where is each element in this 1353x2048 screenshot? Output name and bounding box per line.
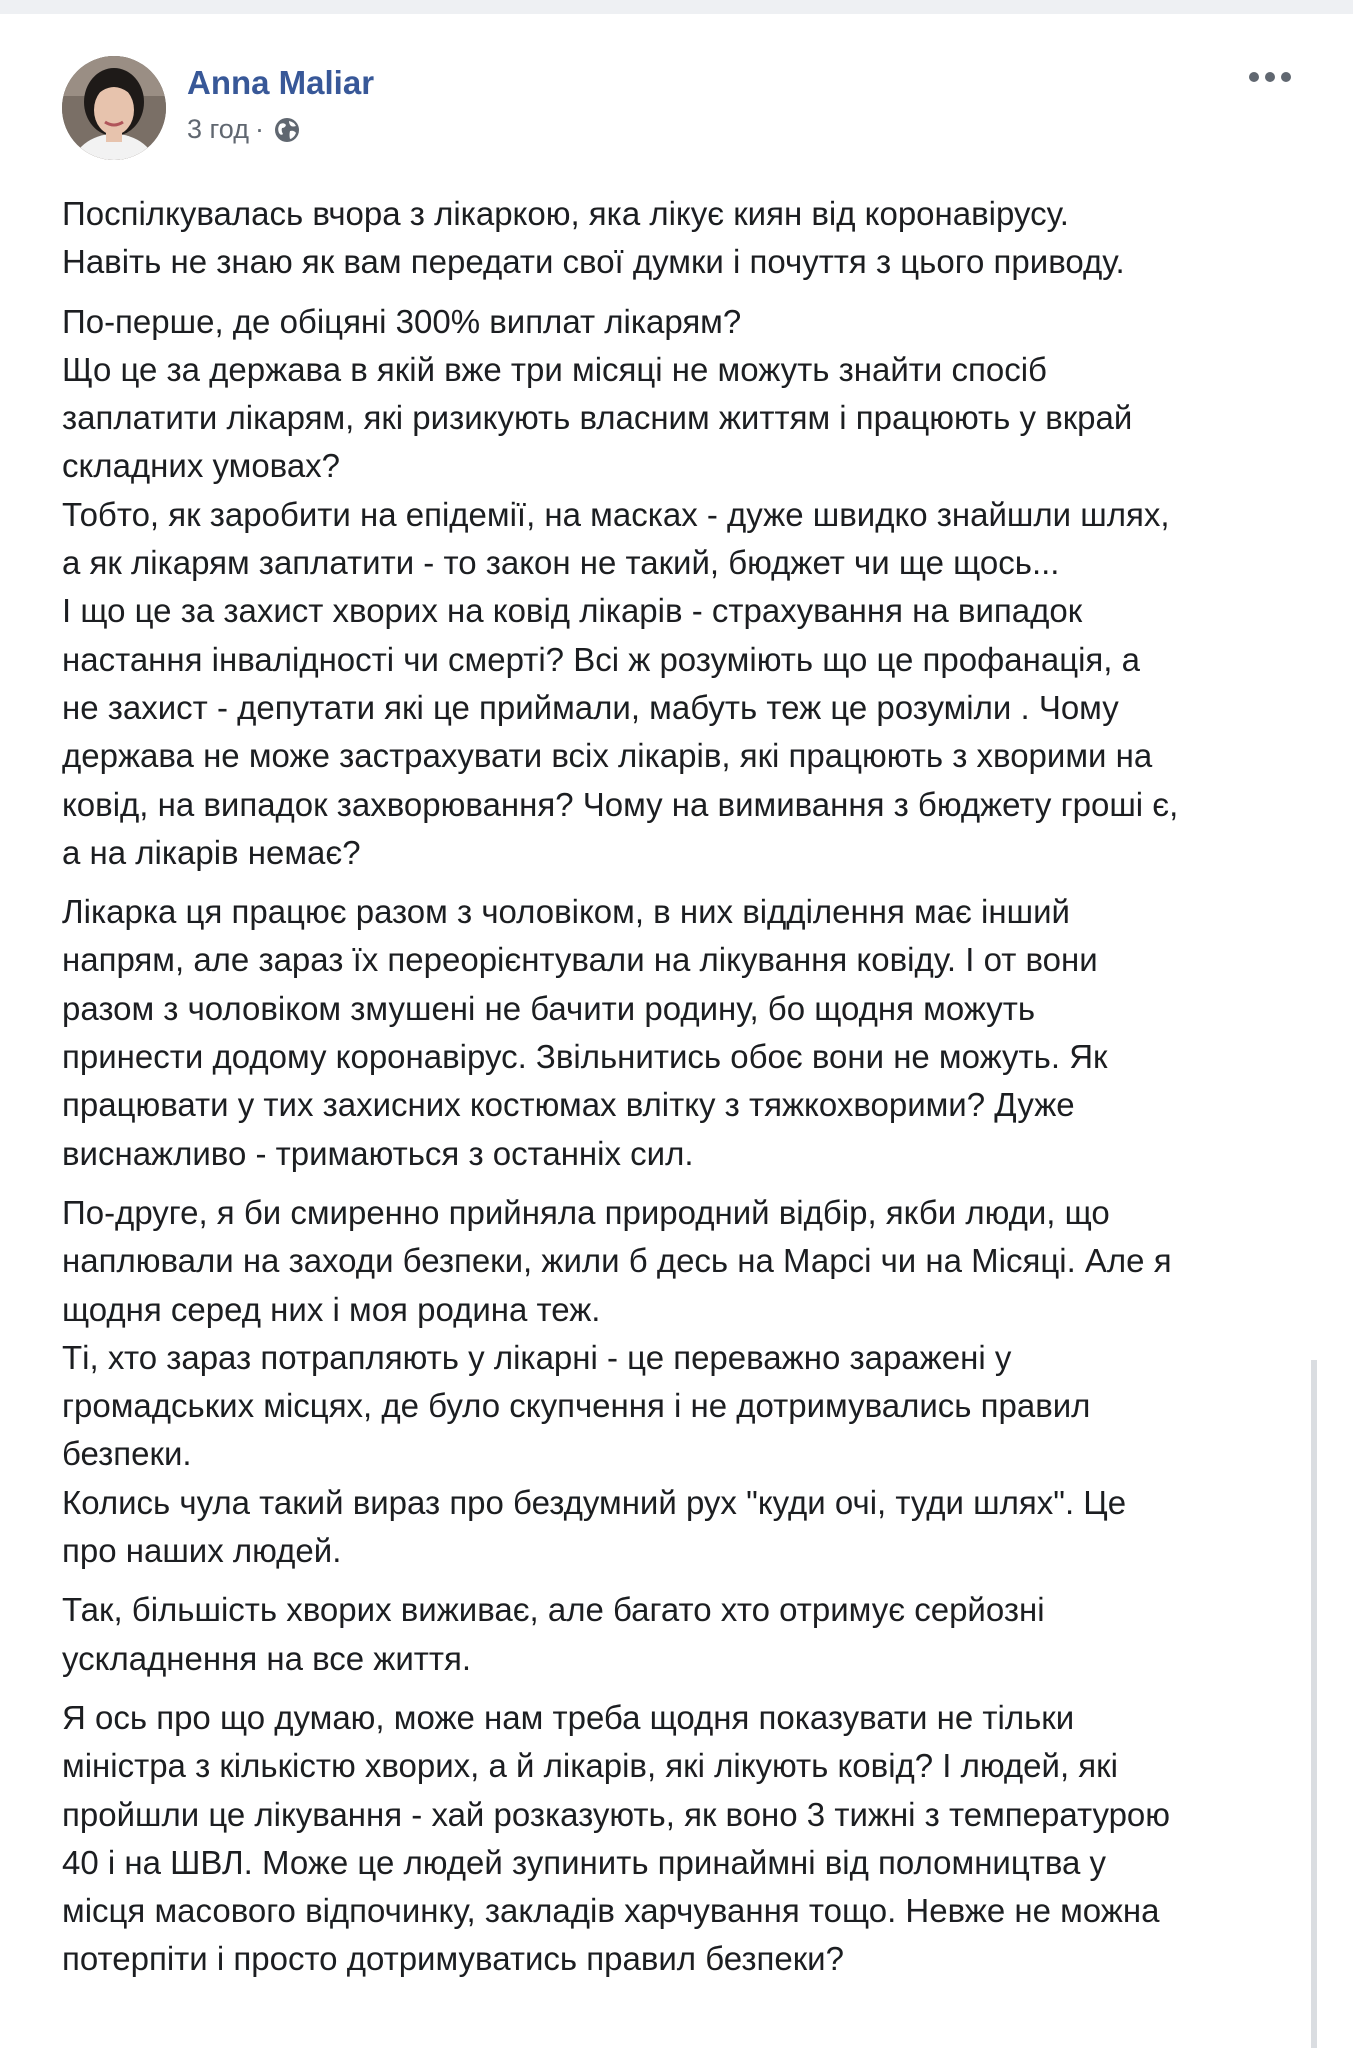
top-edge [0,0,1353,14]
post-text-line: держава не може застрахувати всіх лікарів, які працюють з хворими на [62,737,1153,775]
post-text-line: Колись чула такий вираз про бездумний рух "куди очі, туди шлях". Це [62,1483,1127,1521]
post-meta [187,114,302,145]
post-text-line: Ті, хто зараз потрапляють у лікарні - це переважно заражені у [62,1338,1012,1376]
post-text-line: міністра з кількістю хворих, а й лікарів, які лікують ковід? І людей, які [62,1747,1118,1785]
post-text-line: Я ось про що думаю, може нам треба щодня показувати не тільки [62,1698,1075,1736]
post-text-line: громадських місцях, де було скупчення і не дотримувались правил [62,1387,1091,1425]
post-text-line: працювати у тих захисних костюмах влітку з тяжкохворими? Дуже [62,1086,1075,1124]
author-avatar[interactable] [62,56,166,160]
meta-separator: · [254,114,264,144]
post-paragraph [62,888,1322,1178]
post-text-line: настання інвалідності чи смерті? Всі ж розуміють що це профанація, а [62,640,1140,678]
author-name[interactable]: Anna Maliar [187,64,375,101]
post-paragraph [62,298,1322,878]
post-text-line: Тобто, як заробити на епідемії, на масках - дуже швидко знайшли шлях, [62,495,1170,533]
post-text-line: Що це за держава в якій вже три місяці не можуть знайти спосіб [62,350,1047,388]
globe-icon[interactable] [272,115,302,145]
post-paragraph [62,1586,1322,1683]
post-paragraph [62,190,1322,287]
post-text-line: щодня серед них і моя родина теж. [62,1290,601,1328]
post-text-line: а на лікарів немає? [62,833,361,871]
post-text-line: наплювали на заходи безпеки, жили б десь на Марсі чи на Місяці. Але я [62,1242,1172,1280]
post-text-line: разом з чоловіком змушені не бачити родину, бо щодня можуть [62,989,1036,1027]
post-text-line: а як лікарям заплатити - то закон не такий, бюджет чи ще щось... [62,544,1060,582]
post-text-line: заплатити лікарям, які ризикують власним життям і працюють у вкрай [62,399,1133,437]
avatar-photo [62,56,166,160]
side-scroll-edge [1311,1360,1317,2048]
post-text-line: місця масового відпочинку, закладів харчування тощо. Невже не можна [62,1892,1160,1930]
post-time[interactable]: 3 год [187,114,249,144]
post-text-line: Навіть не знаю як вам передати свої думки і почуття з цього приводу. [62,243,1125,281]
post-text-line: не захист - депутати які це приймали, мабуть теж це розуміли . Чому [62,688,1119,726]
post-text-line: По-друге, я би смиренно прийняла природний відбір, якби люди, що [62,1193,1110,1231]
post-text-line: про наших людей. [62,1532,342,1570]
more-options-icon[interactable] [1244,62,1296,92]
post-text-line: 40 і на ШВЛ. Може це людей зупинить принаймні від поломництва у [62,1843,1107,1881]
post-text [62,190,1322,1995]
post-text-line: ковід, на випадок захворювання? Чому на вимивання з бюджету гроші є, [62,785,1179,823]
post-text-line: безпеки. [62,1435,192,1473]
post-text-line: виснажливо - тримаються з останніх сил. [62,1134,694,1172]
post-text-line: складних умовах? [62,447,341,485]
post-text-line: принести додому коронавірус. Звільнитись обоє вони не можуть. Як [62,1038,1108,1076]
post-text-line: Так, більшість хворих виживає, але багато хто отримує серйозні [62,1591,1045,1629]
post-paragraph [62,1189,1322,1575]
post-paragraph [62,1694,1322,1984]
post-text-line: напрям, але зараз їх переорієнтували на лікування ковіду. І от вони [62,941,1098,979]
post-text-line: Лікарка ця працює разом з чоловіком, в них відділення має інший [62,893,1070,931]
post-text-line: По-перше, де обіцяні 300% виплат лікарям? [62,302,742,340]
post-text-line: ускладнення на все життя. [62,1639,472,1677]
post-text-line: пройшли це лікування - хай розказують, як воно 3 тижні з температурою [62,1795,1171,1833]
post-card [0,14,1340,2048]
post-text-line: потерпіти і просто дотримуватись правил безпеки? [62,1940,844,1978]
post-text-line: І що це за захист хворих на ковід лікарів - страхування на випадок [62,592,1083,630]
post-text-line: Поспілкувалась вчора з лікаркою, яка лікує киян від коронавірусу. [62,195,1069,232]
